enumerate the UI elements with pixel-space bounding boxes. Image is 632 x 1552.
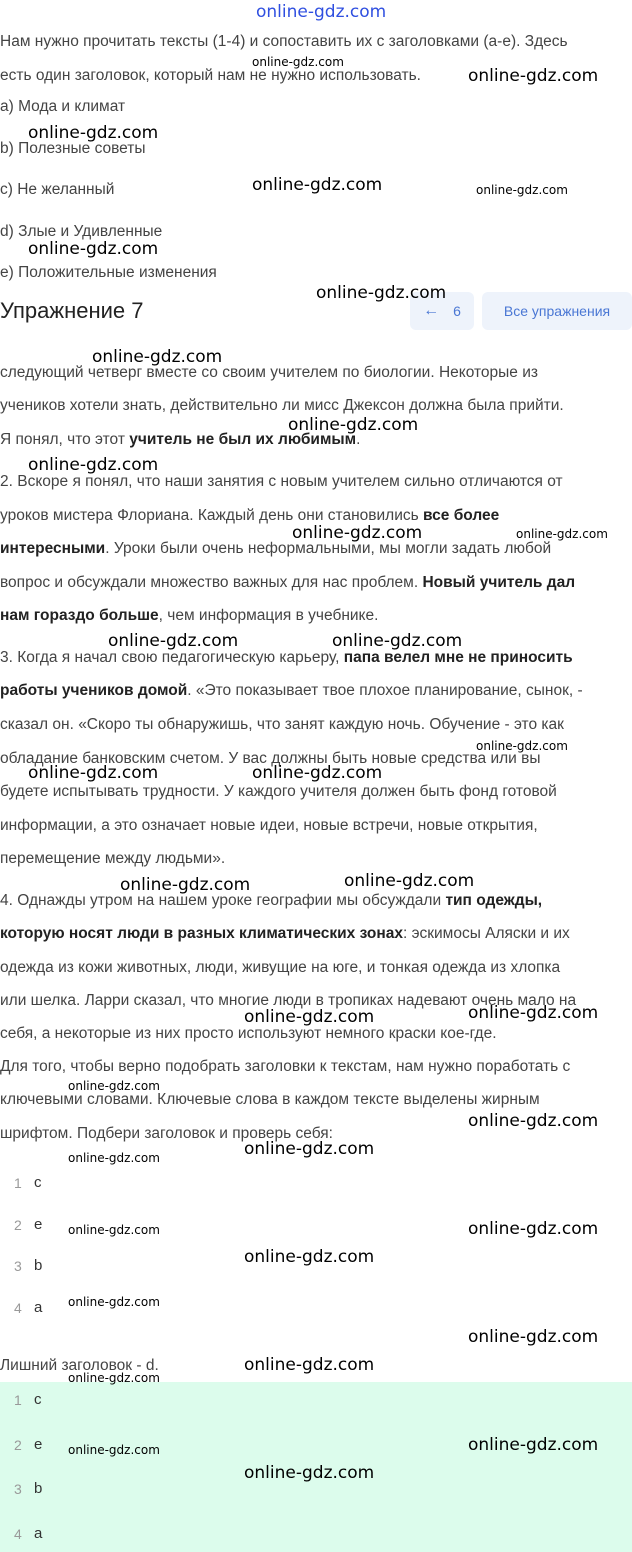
heading-option: b) Полезные советы xyxy=(0,140,146,157)
text-line: или шелка. Ларри сказал, что многие люди в тропиках надевают очень мало на xyxy=(0,992,577,1009)
text-line xyxy=(0,539,551,559)
text-line xyxy=(0,648,573,668)
watermark: online-gdz.com xyxy=(468,1327,599,1347)
answer-value: e xyxy=(34,1436,43,1453)
watermark: online-gdz.com xyxy=(244,1007,375,1027)
watermark: online-gdz.com xyxy=(476,739,568,753)
watermark: online-gdz.com xyxy=(68,1079,160,1093)
watermark: online-gdz.com xyxy=(68,1443,160,1457)
watermark: online-gdz.com xyxy=(344,871,475,891)
watermark: online-gdz.com xyxy=(244,1355,375,1375)
intro-line: есть один заголовок, который нам не нужно использовать. xyxy=(0,67,421,84)
answer-number: 2 xyxy=(14,1437,22,1453)
answer-value: e xyxy=(34,1216,43,1233)
watermark: online-gdz.com xyxy=(68,1151,160,1165)
watermark: online-gdz.com xyxy=(288,415,419,435)
text-span: . «Это показывает твое плохое планирование, сынок, - xyxy=(187,682,583,699)
text-line: Для того, чтобы верно подобрать заголовки к текстам, нам нужно поработать с xyxy=(0,1058,571,1075)
answer-value: c xyxy=(34,1391,42,1408)
watermark: online-gdz.com xyxy=(28,239,159,259)
answer-value: b xyxy=(34,1257,43,1274)
text-span: вопрос и обсуждали множество важных для нас проблем. xyxy=(0,574,423,591)
watermark: online-gdz.com xyxy=(468,1003,599,1023)
text-span: . xyxy=(356,431,361,448)
exercise-title: Упражнение 7 xyxy=(0,298,144,323)
keyword: которую носят люди в разных климатических зонах xyxy=(0,925,403,942)
text-line xyxy=(0,606,378,626)
answer-value: c xyxy=(34,1174,42,1191)
heading-option: a) Мода и климат xyxy=(0,98,126,115)
extra-heading-note: Лишний заголовок - d. xyxy=(0,1357,159,1374)
answer-number: 4 xyxy=(14,1526,22,1542)
text-line: себя, а некоторые из них просто используют немного краски кое-где. xyxy=(0,1025,497,1042)
watermark: online-gdz.com xyxy=(28,455,159,475)
keyword: учитель не был их любимым xyxy=(129,431,357,448)
answer-number: 1 xyxy=(14,1392,22,1408)
text-line: 2. Вскоре я понял, что наши занятия с новым учителем сильно отличаются от xyxy=(0,473,563,490)
text-line: перемещение между людьми». xyxy=(0,850,226,867)
keyword: работы учеников домой xyxy=(0,682,188,699)
text-span: : эскимосы Аляски и их xyxy=(402,925,570,942)
watermark: online-gdz.com xyxy=(252,763,383,783)
watermark: online-gdz.com xyxy=(468,1111,599,1131)
text-line: следующий четверг вместе со своим учителем по биологии. Некоторые из xyxy=(0,364,538,381)
watermark: online-gdz.com xyxy=(316,283,447,303)
text-line xyxy=(0,924,570,944)
answer-number: 4 xyxy=(14,1300,22,1316)
text-line: сказал он. «Скоро ты обнаружишь, что занят каждую ночь. Обучение - это как xyxy=(0,716,564,733)
watermark: online-gdz.com xyxy=(292,523,423,543)
intro-line: Нам нужно прочитать тексты (1-4) и сопоставить их с заголовками (a-e). Здесь xyxy=(0,33,568,50)
answer-value: a xyxy=(34,1525,43,1542)
watermark: online-gdz.com xyxy=(468,66,599,86)
keyword: все более xyxy=(423,507,500,524)
text-span: уроков мистера Флориана. Каждый день они становились xyxy=(0,507,424,524)
answer-number: 3 xyxy=(14,1258,22,1274)
text-line: обладание банковским счетом. У вас должны быть новые средства или вы xyxy=(0,750,541,767)
watermark: online-gdz.com xyxy=(68,1223,160,1237)
text-line: ключевыми словами. Ключевые слова в каждом тексте выделены жирным xyxy=(0,1091,540,1108)
text-line: одежда из кожи животных, люди, живущие на юге, и тонкая одежда из хлопка xyxy=(0,959,561,976)
watermark: online-gdz.com xyxy=(68,1295,160,1309)
watermark: online-gdz.com xyxy=(468,1435,599,1455)
text-line xyxy=(0,573,575,593)
text-span: 3. Когда я начал свою педагогическую карьеру, xyxy=(0,649,344,666)
text-span: 4. Однажды утром на нашем уроке географии мы обсуждали xyxy=(0,892,446,909)
answer-value: b xyxy=(34,1480,43,1497)
watermark: online-gdz.com xyxy=(108,631,239,651)
watermark: online-gdz.com xyxy=(68,1371,160,1385)
watermark: online-gdz.com xyxy=(516,527,608,541)
watermark: online-gdz.com xyxy=(252,55,344,69)
text-line xyxy=(0,506,499,526)
watermark: online-gdz.com xyxy=(244,1247,375,1267)
text-line xyxy=(0,891,542,911)
watermark: online-gdz.com xyxy=(28,123,159,143)
keyword: тип одежды, xyxy=(445,892,543,909)
watermark: online-gdz.com xyxy=(244,1139,375,1159)
watermark: online-gdz.com xyxy=(92,347,223,367)
watermark: online-gdz.com xyxy=(332,631,463,651)
arrow-left-icon: ← xyxy=(423,302,440,319)
watermark: online-gdz.com xyxy=(252,175,383,195)
text-line: будете испытывать трудности. У каждого учителя должен быть фонд готовой xyxy=(0,783,557,800)
watermark: online-gdz.com xyxy=(244,1463,375,1483)
text-span: , чем информация в учебнике. xyxy=(158,607,379,624)
keyword: интересными xyxy=(0,540,106,557)
text-span: . Уроки были очень неформальными, мы могли задать любой xyxy=(105,540,552,557)
answer-value: a xyxy=(34,1299,43,1316)
watermark: online-gdz.com xyxy=(476,183,568,197)
text-line: учеников хотели знать, действительно ли мисс Джексон должна была прийти. xyxy=(0,397,564,414)
all-exercises-button[interactable]: Все упражнения xyxy=(482,292,632,330)
prev-exercise-label: 6 xyxy=(453,303,461,319)
watermark: online-gdz.com xyxy=(256,2,387,22)
keyword: нам гораздо больше xyxy=(0,607,159,624)
keyword: папа велел мне не приносить xyxy=(343,649,573,666)
text-line: информации, а это означает новые идеи, новые встречи, новые открытия, xyxy=(0,817,538,834)
answer-number: 1 xyxy=(14,1175,22,1191)
text-line: шрифтом. Подбери заголовок и проверь себя: xyxy=(0,1125,333,1142)
text-line xyxy=(0,681,583,701)
watermark: online-gdz.com xyxy=(120,875,251,895)
keyword: Новый учитель дал xyxy=(422,574,576,591)
heading-option: d) Злые и Удивленные xyxy=(0,223,163,240)
text-span: Я понял, что этот xyxy=(0,431,130,448)
answer-number: 3 xyxy=(14,1481,22,1497)
watermark: online-gdz.com xyxy=(28,763,159,783)
heading-option: c) Не желанный xyxy=(0,181,115,198)
answer-number: 2 xyxy=(14,1217,22,1233)
heading-option: e) Положительные изменения xyxy=(0,264,217,281)
watermark: online-gdz.com xyxy=(468,1219,599,1239)
